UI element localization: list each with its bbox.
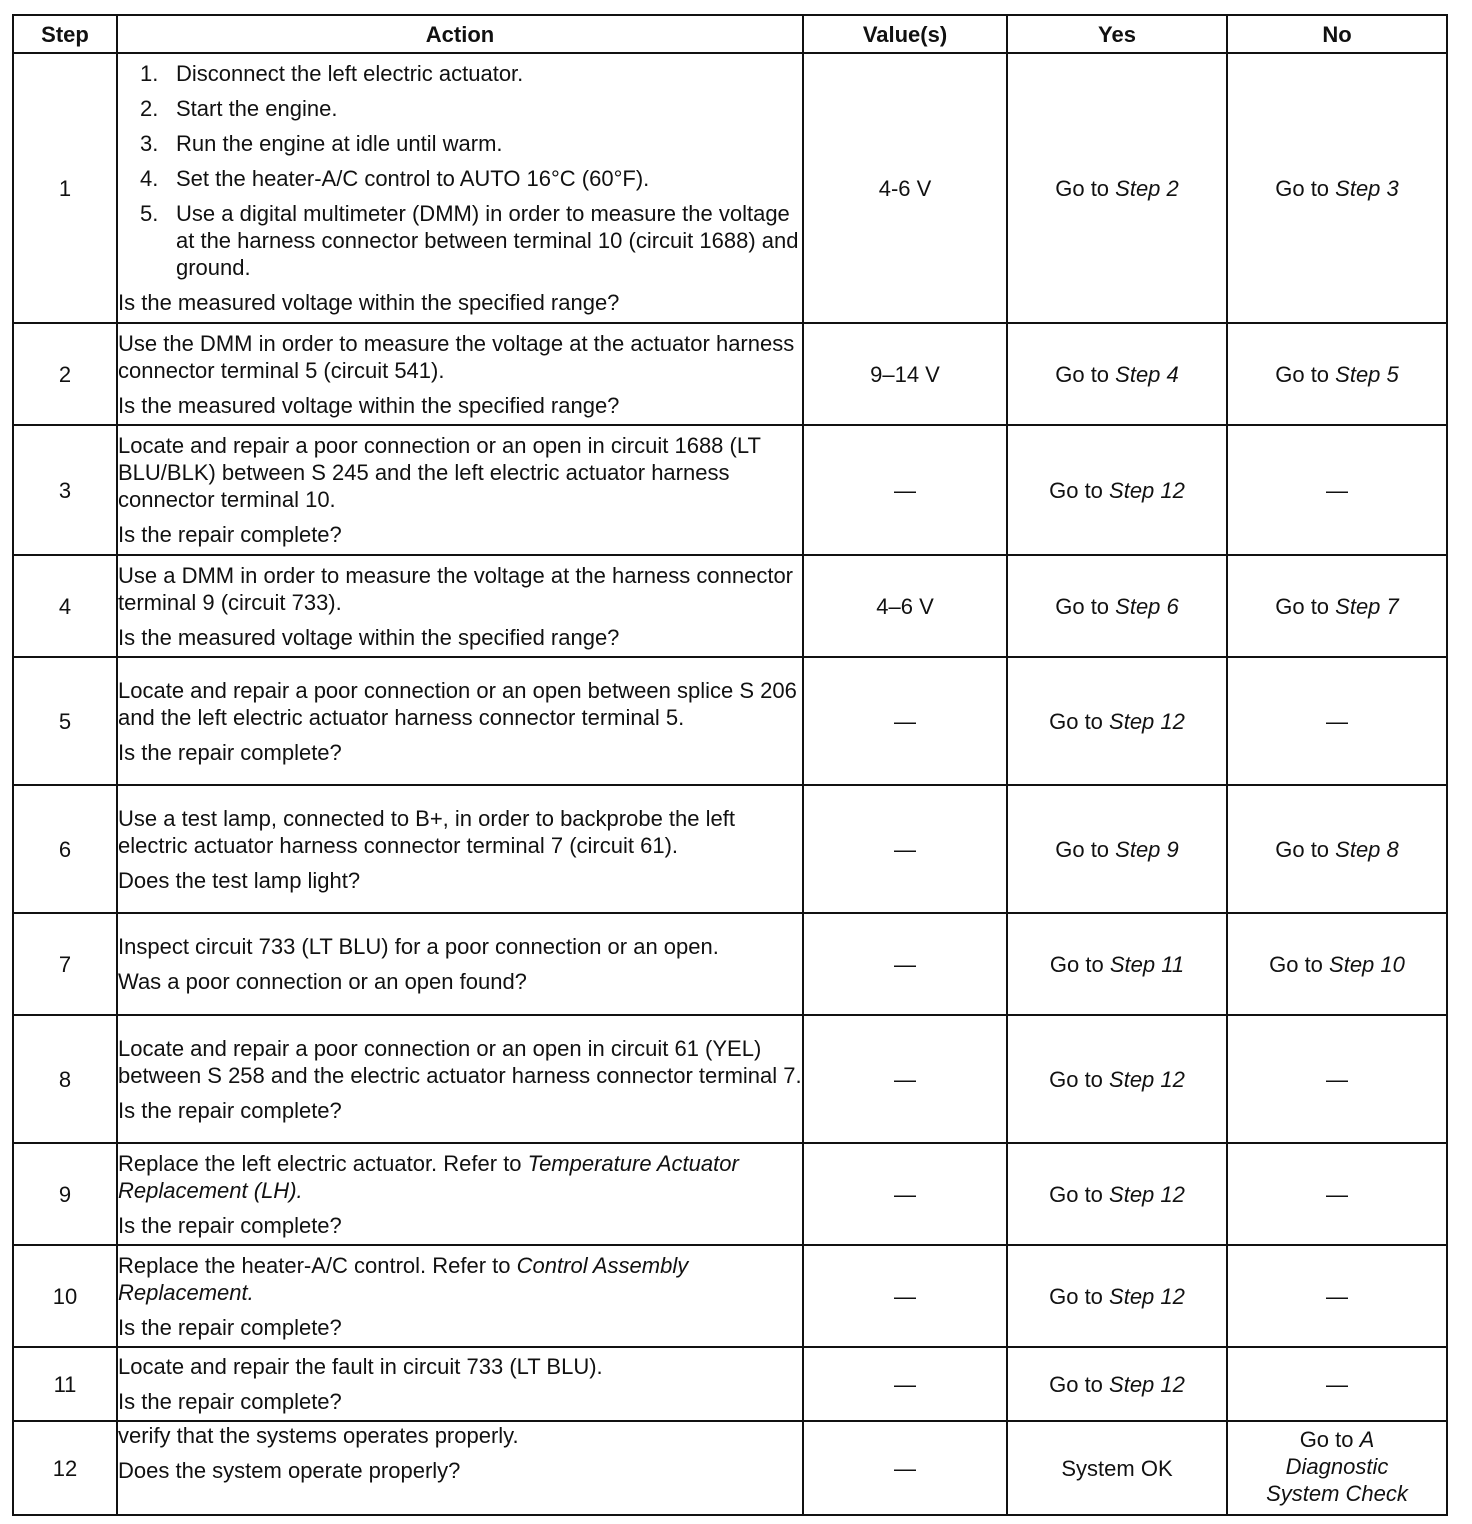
- action-cell: [117, 913, 803, 1015]
- no-prefix: —: [1326, 1283, 1348, 1309]
- no-cell: [1227, 913, 1447, 1015]
- action-cell: [117, 785, 803, 913]
- header-action: Action: [117, 15, 803, 53]
- header-no: No: [1227, 15, 1447, 53]
- step-number: 4: [13, 555, 117, 657]
- yes-cell: [1007, 1347, 1227, 1421]
- action-text: Use a test lamp, connected to B+, in order to backprobe the left electric actuator harness connector terminal 7 (circuit 61).: [118, 805, 735, 858]
- list-text: Run the engine at idle until warm.: [176, 131, 503, 156]
- action-list: [118, 60, 802, 281]
- action-question: Is the repair complete?: [118, 1212, 342, 1238]
- table-row: [13, 1015, 1447, 1143]
- yes-cell: [1007, 1015, 1227, 1143]
- no-step-link[interactable]: Step 7: [1335, 593, 1399, 619]
- no-cell: [1227, 1245, 1447, 1347]
- action-cell: [117, 323, 803, 425]
- yes-cell: [1007, 555, 1227, 657]
- yes-step-link[interactable]: Step 6: [1115, 593, 1179, 619]
- no-step-link[interactable]: A Diagnostic System Check: [1266, 1427, 1408, 1506]
- no-cell: [1227, 657, 1447, 785]
- yes-prefix: Go to: [1049, 1371, 1110, 1397]
- yes-step-link[interactable]: Step 12: [1109, 477, 1185, 503]
- action-cell: [117, 1245, 803, 1347]
- yes-step-link[interactable]: Step 12: [1109, 1066, 1185, 1092]
- value-cell: —: [803, 1245, 1007, 1347]
- value-cell: —: [803, 425, 1007, 555]
- step-number: 8: [13, 1015, 117, 1143]
- action-reference[interactable]: Control Assembly Replacement.: [118, 1252, 689, 1305]
- no-cell: [1227, 1143, 1447, 1245]
- value-cell: —: [803, 1421, 1007, 1515]
- action-question: Does the test lamp light?: [118, 867, 361, 893]
- yes-cell: [1007, 913, 1227, 1015]
- yes-step-link[interactable]: Step 11: [1109, 951, 1185, 977]
- no-step-link[interactable]: Step 3: [1335, 175, 1399, 201]
- action-cell: [117, 1143, 803, 1245]
- no-prefix: —: [1326, 1066, 1348, 1092]
- no-prefix: Go to: [1275, 836, 1336, 862]
- list-number: 1.: [140, 61, 159, 86]
- yes-cell: [1007, 657, 1227, 785]
- action-text: Inspect circuit 733 (LT BLU) for a poor connection or an open.: [118, 934, 719, 959]
- yes-prefix: Go to: [1055, 175, 1116, 201]
- list-number: 3.: [140, 131, 159, 156]
- action-text: Use a DMM in order to measure the voltage at the harness connector terminal 9 (circuit 733).: [118, 562, 794, 615]
- action-question: Is the repair complete?: [118, 1389, 342, 1414]
- action-cell: [117, 53, 803, 323]
- yes-prefix: Go to: [1049, 1066, 1110, 1092]
- diagnostic-table: [12, 14, 1448, 1516]
- step-number: 7: [13, 913, 117, 1015]
- action-text-main: Replace the left electric actuator. Refer to: [118, 1150, 528, 1176]
- yes-cell: [1007, 323, 1227, 425]
- yes-cell: [1007, 425, 1227, 555]
- yes-cell: [1007, 53, 1227, 323]
- list-item: [118, 95, 802, 122]
- action-text: verify that the systems operates properly.: [118, 1423, 519, 1448]
- step-number: 1: [13, 53, 117, 323]
- yes-prefix: Go to: [1049, 1181, 1110, 1207]
- no-prefix: Go to: [1275, 175, 1336, 201]
- yes-cell: [1007, 1421, 1227, 1515]
- action-cell: [117, 555, 803, 657]
- action-question: Is the repair complete?: [118, 1314, 342, 1340]
- yes-cell: [1007, 1245, 1227, 1347]
- action-text: [118, 1150, 802, 1204]
- no-cell: [1227, 425, 1447, 555]
- action-question: Is the repair complete?: [118, 739, 342, 765]
- no-cell: [1227, 1421, 1447, 1515]
- list-text: Use a digital multimeter (DMM) in order to measure the voltage at the harness connector between terminal 10 (circuit 1688) and ground.: [176, 201, 799, 280]
- yes-step-link[interactable]: Step 9: [1115, 836, 1179, 862]
- action-text: Locate and repair a poor connection or an open between splice S 206 and the left electric actuator harness connector terminal 5.: [118, 677, 797, 730]
- value-cell: —: [803, 657, 1007, 785]
- list-text: Set the heater-A/C control to AUTO 16°C (60°F).: [176, 166, 650, 191]
- table-row: [13, 1245, 1447, 1347]
- no-cell: [1227, 555, 1447, 657]
- yes-step-link[interactable]: Step 4: [1115, 361, 1179, 387]
- header-yes: Yes: [1007, 15, 1227, 53]
- table-row: [13, 323, 1447, 425]
- action-cell: [117, 1015, 803, 1143]
- table-row: [13, 53, 1447, 323]
- action-cell: [117, 1421, 803, 1515]
- yes-prefix: Go to: [1049, 477, 1110, 503]
- list-text: Start the engine.: [176, 96, 338, 121]
- value-cell: —: [803, 1015, 1007, 1143]
- table-row: [13, 657, 1447, 785]
- list-item: [118, 130, 802, 157]
- no-prefix: Go to: [1275, 593, 1336, 619]
- header-value: Value(s): [803, 15, 1007, 53]
- no-cell: [1227, 53, 1447, 323]
- action-question: Is the repair complete?: [118, 1097, 342, 1123]
- action-cell: [117, 425, 803, 555]
- table-row: [13, 1347, 1447, 1421]
- action-reference[interactable]: Temperature Actuator Replacement (LH).: [118, 1150, 739, 1203]
- yes-step-link[interactable]: Step 12: [1109, 1283, 1185, 1309]
- list-item: [118, 60, 802, 87]
- action-text: Use the DMM in order to measure the voltage at the actuator harness connector terminal 5 (circuit 541).: [118, 330, 795, 383]
- yes-prefix: System OK: [1061, 1455, 1173, 1481]
- no-cell: [1227, 1015, 1447, 1143]
- no-prefix: —: [1326, 1181, 1348, 1207]
- value-cell: 9–14 V: [803, 323, 1007, 425]
- table-row: [13, 425, 1447, 555]
- no-cell: [1227, 785, 1447, 913]
- list-number: 4.: [140, 166, 159, 191]
- action-text: Locate and repair a poor connection or an open in circuit 61 (YEL) between S 258 and the electric actuator harness connector terminal 7.: [118, 1035, 802, 1088]
- step-number: 5: [13, 657, 117, 785]
- step-number: 12: [13, 1421, 117, 1515]
- value-cell: —: [803, 1143, 1007, 1245]
- yes-cell: [1007, 785, 1227, 913]
- table-row: [13, 555, 1447, 657]
- action-question: Is the measured voltage within the specified range?: [118, 624, 620, 650]
- step-number: 11: [13, 1347, 117, 1421]
- action-question: Was a poor connection or an open found?: [118, 969, 527, 994]
- yes-prefix: Go to: [1049, 708, 1110, 734]
- step-number: 10: [13, 1245, 117, 1347]
- step-number: 2: [13, 323, 117, 425]
- no-prefix: Go to: [1275, 361, 1336, 387]
- table-row: [13, 1421, 1447, 1515]
- yes-prefix: Go to: [1049, 951, 1110, 977]
- action-cell: [117, 1347, 803, 1421]
- no-prefix: Go to: [1269, 951, 1330, 977]
- table-row: [13, 785, 1447, 913]
- action-text: Locate and repair a poor connection or an open in circuit 1688 (LT BLU/BLK) between S 245 and the left electric actuator harness connector terminal 10.: [118, 433, 761, 512]
- no-step-link[interactable]: Step 10: [1329, 951, 1405, 977]
- yes-step-link[interactable]: Step 12: [1109, 1181, 1185, 1207]
- action-cell: [117, 657, 803, 785]
- no-prefix: —: [1326, 477, 1348, 503]
- action-text: Locate and repair the fault in circuit 733 (LT BLU).: [118, 1354, 603, 1379]
- list-item: [118, 200, 802, 281]
- no-prefix: Go to: [1299, 1427, 1360, 1452]
- yes-step-link[interactable]: Step 12: [1109, 708, 1185, 734]
- list-text: Disconnect the left electric actuator.: [176, 61, 524, 86]
- table-row: [13, 1143, 1447, 1245]
- no-step-link[interactable]: Step 5: [1335, 361, 1399, 387]
- table-row: [13, 913, 1447, 1015]
- value-cell: 4–6 V: [803, 555, 1007, 657]
- value-cell: 4-6 V: [803, 53, 1007, 323]
- yes-step-link[interactable]: Step 2: [1115, 175, 1179, 201]
- no-step-link[interactable]: Step 8: [1335, 836, 1399, 862]
- value-cell: —: [803, 785, 1007, 913]
- value-cell: —: [803, 913, 1007, 1015]
- yes-cell: [1007, 1143, 1227, 1245]
- action-text-main: Replace the heater-A/C control. Refer to: [118, 1252, 517, 1278]
- yes-step-link[interactable]: Step 12: [1109, 1371, 1185, 1397]
- no-cell: [1227, 323, 1447, 425]
- value-cell: —: [803, 1347, 1007, 1421]
- action-question: Does the system operate properly?: [118, 1458, 461, 1483]
- list-number: 2.: [140, 96, 159, 121]
- step-number: 9: [13, 1143, 117, 1245]
- no-prefix: —: [1326, 708, 1348, 734]
- header-step: Step: [13, 15, 117, 53]
- no-prefix: —: [1326, 1371, 1348, 1397]
- action-text: [118, 1252, 802, 1306]
- step-number: 6: [13, 785, 117, 913]
- action-question: Is the measured voltage within the specified range?: [118, 290, 620, 315]
- yes-prefix: Go to: [1055, 593, 1116, 619]
- list-item: [118, 165, 802, 192]
- header-row: [13, 15, 1447, 53]
- action-question: Is the measured voltage within the specified range?: [118, 392, 620, 418]
- yes-prefix: Go to: [1049, 1283, 1110, 1309]
- yes-prefix: Go to: [1055, 361, 1116, 387]
- no-cell: [1227, 1347, 1447, 1421]
- action-question: Is the repair complete?: [118, 522, 342, 547]
- step-number: 3: [13, 425, 117, 555]
- list-number: 5.: [140, 201, 159, 226]
- yes-prefix: Go to: [1055, 836, 1116, 862]
- table-header: [13, 15, 1447, 53]
